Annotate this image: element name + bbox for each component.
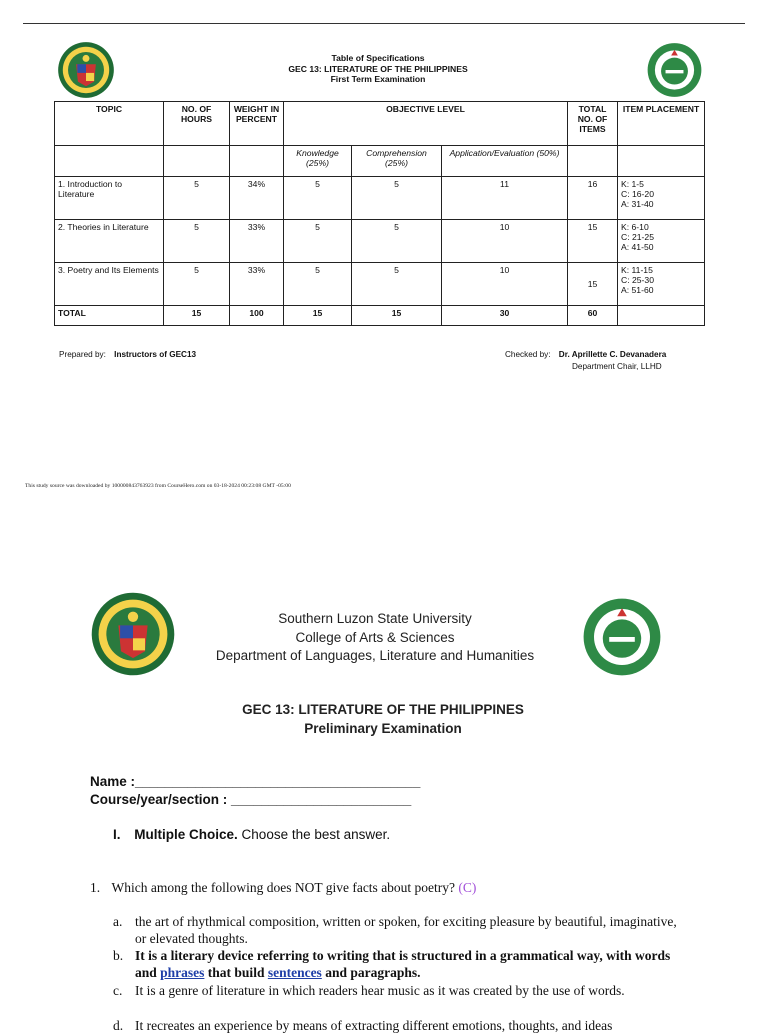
placement-c: C: 25-30 xyxy=(621,275,654,285)
tos-title-line1: Table of Specifications xyxy=(331,53,425,63)
total-items: 60 xyxy=(568,306,618,326)
cell-knowledge: 5 xyxy=(284,220,352,263)
prepared-label: Prepared by: xyxy=(59,350,106,359)
table-header-row xyxy=(55,102,705,146)
cell-weight: 33% xyxy=(230,220,284,263)
table-total-row xyxy=(55,306,705,326)
cell-comprehension: 5 xyxy=(352,177,442,220)
option-a xyxy=(113,914,683,947)
cell-knowledge: 5 xyxy=(284,263,352,306)
name-field: Name :______________________________________ xyxy=(90,774,421,789)
department-name: Department of Languages, Literature and Humanities xyxy=(215,648,535,663)
col-objective-level: OBJECTIVE LEVEL xyxy=(284,102,568,146)
table-row xyxy=(55,220,705,263)
option-text: It recreates an experience by means of extracting different emotions, thoughts, and ideas xyxy=(135,1018,613,1033)
option-letter: b. xyxy=(113,948,124,963)
cell-hours: 5 xyxy=(164,220,230,263)
page-top-rule xyxy=(23,23,745,24)
exam-name: Preliminary Examination xyxy=(304,721,462,736)
cell-placement xyxy=(618,177,705,220)
answer-key: (C) xyxy=(458,880,477,895)
col-topic: TOPIC xyxy=(55,102,164,146)
option-letter: d. xyxy=(113,1018,124,1033)
option-text: It is a genre of literature in which readers hear music as it was created by the use of words. xyxy=(135,983,625,998)
cell-total: 15 xyxy=(568,263,618,306)
question-number: 1. xyxy=(90,880,101,895)
option-d xyxy=(113,1018,683,1035)
cell-total: 16 xyxy=(568,177,618,220)
cas-seal-logo xyxy=(646,42,703,98)
sub-comprehension: Comprehension (25%) xyxy=(352,146,442,177)
sub-knowledge: Knowledge (25%) xyxy=(284,146,352,177)
table-subheader-row xyxy=(55,146,705,177)
col-total-items: TOTAL NO. OF ITEMS xyxy=(568,102,618,146)
checked-role: Department Chair, LLHD xyxy=(572,362,662,371)
cell-comprehension: 5 xyxy=(352,263,442,306)
tos-title-line3: First Term Examination xyxy=(330,74,426,84)
section-title: Multiple Choice. xyxy=(134,827,238,842)
total-knowledge: 15 xyxy=(284,306,352,326)
cell-application: 10 xyxy=(442,263,568,306)
cell-total: 15 xyxy=(568,220,618,263)
question-1 xyxy=(90,880,476,896)
checked-by xyxy=(505,350,666,359)
slsu-seal-logo xyxy=(90,591,176,677)
checked-label: Checked by: xyxy=(505,350,551,359)
download-footnote: This study source was downloaded by 100000843763923 from CourseHero.com on 03-18-2024 00:23:08 GMT -05:00 xyxy=(25,483,291,489)
cell-application: 10 xyxy=(442,220,568,263)
table-row xyxy=(55,177,705,220)
tos-title xyxy=(230,53,526,85)
cell-hours: 5 xyxy=(164,177,230,220)
placement-k: K: 6-10 xyxy=(621,222,649,232)
prepared-by xyxy=(59,350,196,359)
course-title: GEC 13: LITERATURE OF THE PHILIPPINES xyxy=(242,702,524,717)
section-heading xyxy=(113,827,390,842)
option-letter: a. xyxy=(113,914,123,929)
total-application: 30 xyxy=(442,306,568,326)
option-text-cont: that build xyxy=(204,964,268,980)
slsu-seal-logo xyxy=(57,41,115,99)
option-text: It is a literary device referring to writing that is structured in a grammatical way, with words and xyxy=(135,948,671,980)
option-c xyxy=(113,983,683,1000)
cell-knowledge: 5 xyxy=(284,177,352,220)
option-text-end: and paragraphs. xyxy=(321,964,421,980)
cell-placement xyxy=(618,263,705,306)
cell-comprehension: 5 xyxy=(352,220,442,263)
cell-hours: 5 xyxy=(164,263,230,306)
question-text: Which among the following does NOT give facts about poetry? xyxy=(111,880,456,895)
placement-k: K: 1-5 xyxy=(621,179,644,189)
option-letter: c. xyxy=(113,983,123,998)
sentences-link[interactable]: sentences xyxy=(267,964,322,980)
placement-a: A: 31-40 xyxy=(621,199,654,209)
university-name: Southern Luzon State University xyxy=(278,611,472,626)
section-number: I. xyxy=(113,827,121,842)
total-comprehension: 15 xyxy=(352,306,442,326)
cell-topic: 3. Poetry and Its Elements xyxy=(55,263,164,306)
placement-c: C: 16-20 xyxy=(621,189,654,199)
total-hours: 15 xyxy=(164,306,230,326)
tos-title-line2: GEC 13: LITERATURE OF THE PHILIPPINES xyxy=(288,63,468,74)
section-instruction: Choose the best answer. xyxy=(237,827,391,842)
college-name: College of Arts & Sciences xyxy=(295,629,455,645)
course-section-field: Course/year/section : ________________________ xyxy=(90,792,412,807)
exam-title xyxy=(200,700,566,738)
cell-topic: 1. Introduction to Literature xyxy=(55,177,164,220)
checked-name: Dr. Aprillette C. Devanadera xyxy=(558,350,667,359)
placement-k: K: 11-15 xyxy=(621,265,653,275)
placement-c: C: 21-25 xyxy=(621,232,654,242)
option-text: the art of rhythmical composition, written or spoken, for exciting pleasure by beautiful, imaginative, or elevated thoughts. xyxy=(135,914,677,946)
total-weight: 100 xyxy=(230,306,284,326)
placement-a: A: 51-60 xyxy=(621,285,654,295)
cell-application: 11 xyxy=(442,177,568,220)
col-hours: NO. OF HOURS xyxy=(164,102,230,146)
sub-application: Application/Evaluation (50%) xyxy=(442,146,568,177)
col-weight: WEIGHT IN PERCENT xyxy=(230,102,284,146)
cell-weight: 34% xyxy=(230,177,284,220)
placement-a: A: 41-50 xyxy=(621,242,654,252)
table-of-specifications xyxy=(54,101,705,326)
table-row xyxy=(55,263,705,306)
total-label: TOTAL xyxy=(55,306,164,326)
cell-weight: 33% xyxy=(230,263,284,306)
cas-seal-logo xyxy=(581,597,663,677)
university-header xyxy=(200,610,550,666)
cell-placement xyxy=(618,220,705,263)
phrases-link[interactable]: phrases xyxy=(160,964,205,980)
col-item-placement: ITEM PLACEMENT xyxy=(618,102,705,146)
cell-topic: 2. Theories in Literature xyxy=(55,220,164,263)
prepared-name: Instructors of GEC13 xyxy=(114,350,197,359)
option-b xyxy=(113,948,683,981)
